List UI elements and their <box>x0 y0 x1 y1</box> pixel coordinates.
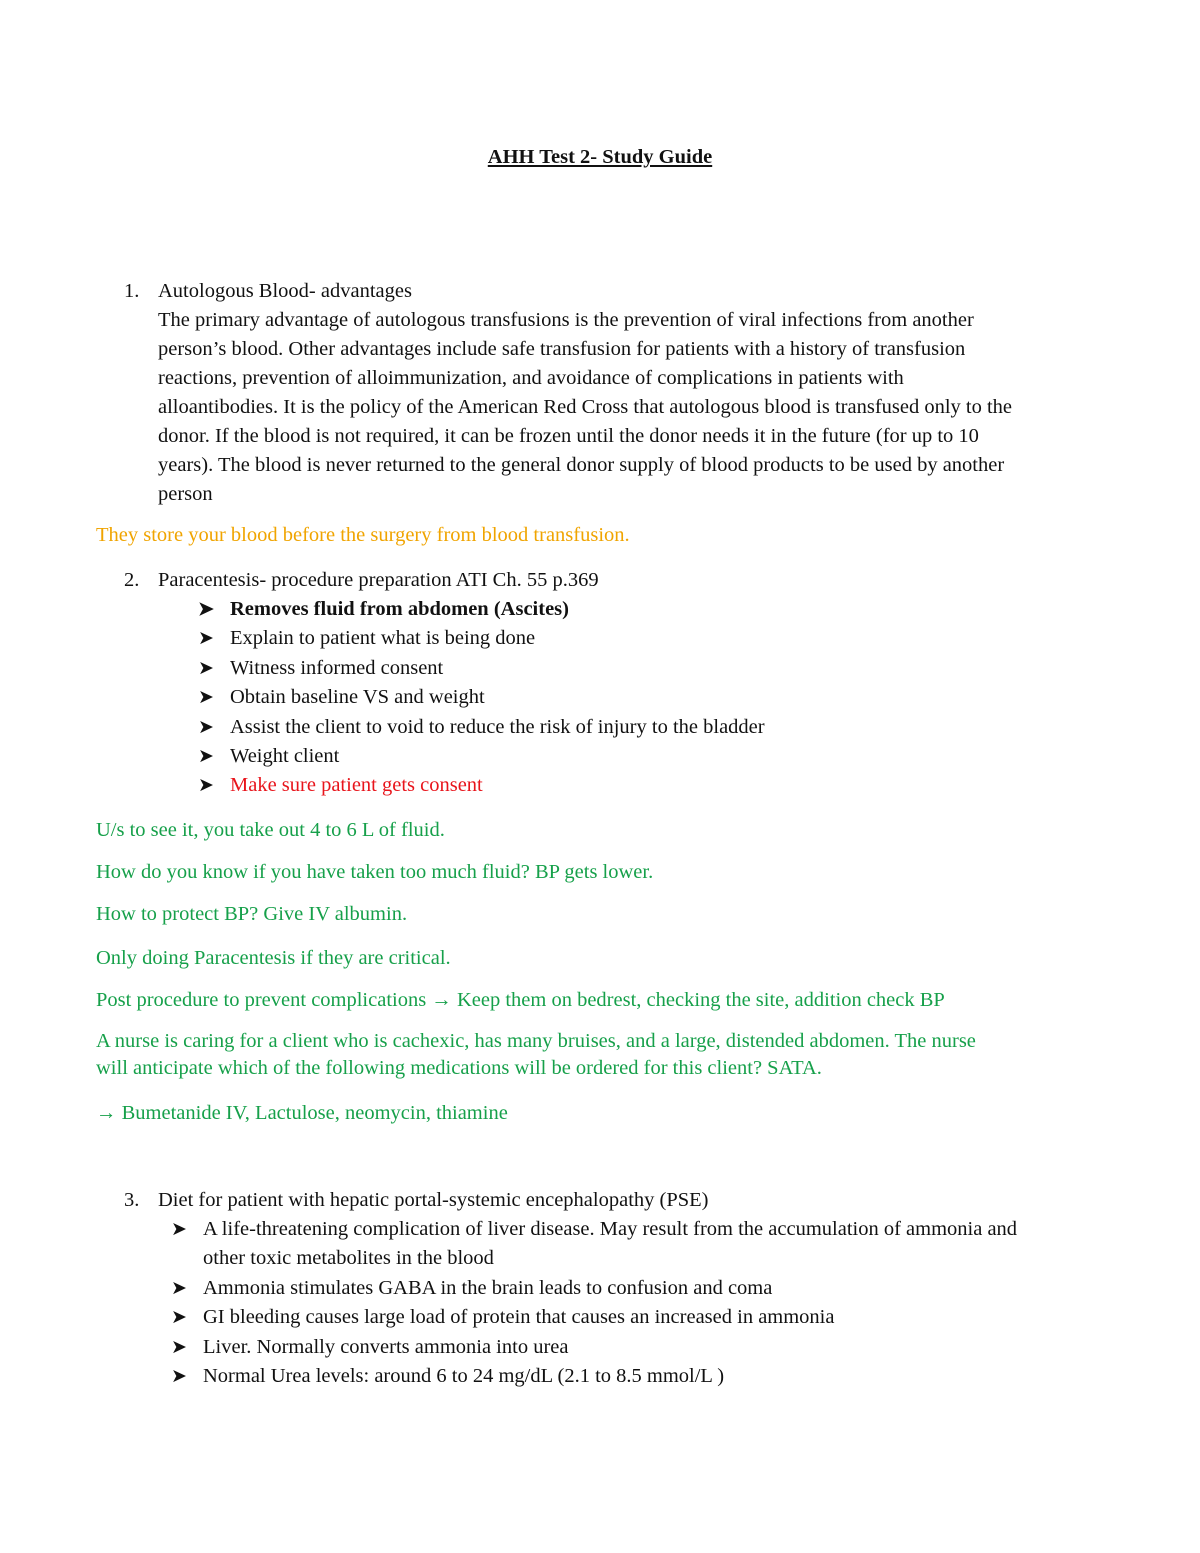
list-item: ➤ A life-threatening complication of liver disease. May result from the accumulation of ammonia and other toxic metabolites in the blood <box>203 1215 1017 1274</box>
list-item: ➤ Witness informed consent <box>230 654 765 683</box>
arrowhead-bullet-icon: ➤ <box>171 1366 187 1388</box>
arrowhead-bullet-icon: ➤ <box>171 1307 187 1329</box>
list-number: 1. <box>124 280 140 302</box>
list-item: ➤ Weight client <box>230 742 765 771</box>
arrowhead-bullet-icon: ➤ <box>171 1278 187 1299</box>
paragraph-line: alloantibodies. It is the policy of the American Red Cross that autologous blood is transfused only to the <box>158 396 1013 418</box>
answer-text: Bumetanide IV, Lactulose, neomycin, thiamine <box>121 1102 508 1124</box>
list-item: ➤ Obtain baseline VS and weight <box>230 683 765 712</box>
list-item: ➤ Liver. Normally converts ammonia into urea <box>203 1333 1017 1362</box>
post-procedure-note <box>96 986 945 1015</box>
green-note: How do you know if you have taken too much fluid? BP gets lower. <box>96 861 654 883</box>
list-number: 3. <box>124 1189 140 1211</box>
list-item: ➤ Make sure patient gets consent <box>230 771 765 800</box>
paragraph-line: person <box>158 483 213 505</box>
arrowhead-bullet-icon: ➤ <box>198 687 214 709</box>
arrowhead-bullet-icon: ➤ <box>198 775 214 797</box>
paracentesis-bullet-list <box>198 595 765 801</box>
answer-note <box>96 1099 508 1128</box>
list-item: ➤ Removes fluid from abdomen (Ascites) <box>230 595 765 624</box>
post-procedure-prefix: Post procedure to prevent complications <box>96 989 427 1011</box>
section-paragraph <box>158 306 1148 509</box>
right-arrow-icon: → <box>96 1102 117 1124</box>
paragraph-line: donor. If the blood is not required, it can be frozen until the donor needs it in the future (for up to 10 <box>158 425 979 447</box>
pse-bullet-list <box>171 1215 1018 1392</box>
section-heading: Diet for patient with hepatic portal-systemic encephalopathy (PSE) <box>158 1189 709 1211</box>
arrowhead-bullet-icon: ➤ <box>171 1336 187 1358</box>
list-number: 2. <box>124 569 140 591</box>
list-item: ➤ Ammonia stimulates GABA in the brain leads to confusion and coma <box>203 1274 1017 1303</box>
list-item: ➤ Assist the client to void to reduce the risk of injury to the bladder <box>230 713 765 742</box>
arrowhead-bullet-icon: ➤ <box>198 628 214 650</box>
list-item: ➤ GI bleeding causes large load of protein that causes an increased in ammonia <box>203 1303 1017 1332</box>
nclex-question <box>96 1028 976 1082</box>
arrowhead-bullet-icon: ➤ <box>198 657 214 679</box>
section-heading: Autologous Blood- advantages <box>158 280 412 302</box>
list-item: ➤ Normal Urea levels: around 6 to 24 mg/dL (2.1 to 8.5 mmol/L ) <box>203 1362 1017 1391</box>
green-note: How to protect BP? Give IV albumin. <box>96 903 408 925</box>
paragraph-line: person’s blood. Other advantages include safe transfusion for patients with a history of transfusion <box>158 338 966 360</box>
paragraph-line: years). The blood is never returned to the general donor supply of blood products to be used by another <box>158 454 1005 476</box>
right-arrow-icon: → <box>431 989 452 1011</box>
paragraph-line: reactions, prevention of alloimmunization, and avoidance of complications in patients with <box>158 367 904 389</box>
list-item: ➤ Explain to patient what is being done <box>230 624 765 653</box>
green-note: Only doing Paracentesis if they are critical. <box>96 947 451 969</box>
question-line: will anticipate which of the following medications will be ordered for this client? SATA. <box>96 1057 822 1079</box>
section-heading: Paracentesis- procedure preparation ATI Ch. 55 p.369 <box>158 569 599 591</box>
post-procedure-suffix: Keep them on bedrest, checking the site, addition check BP <box>456 989 945 1011</box>
green-note: U/s to see it, you take out 4 to 6 L of fluid. <box>96 819 445 841</box>
question-line: A nurse is caring for a client who is cachexic, has many bruises, and a large, distended abdomen. The nurse <box>96 1030 976 1052</box>
paragraph-line: The primary advantage of autologous transfusions is the prevention of viral infections from another <box>158 309 974 331</box>
arrowhead-bullet-icon: ➤ <box>171 1219 187 1240</box>
arrowhead-bullet-icon: ➤ <box>198 599 214 620</box>
document-title: AHH Test 2- Study Guide <box>487 146 713 168</box>
orange-note: They store your blood before the surgery from blood transfusion. <box>96 524 630 546</box>
arrowhead-bullet-icon: ➤ <box>198 716 214 738</box>
arrowhead-bullet-icon: ➤ <box>198 745 214 767</box>
